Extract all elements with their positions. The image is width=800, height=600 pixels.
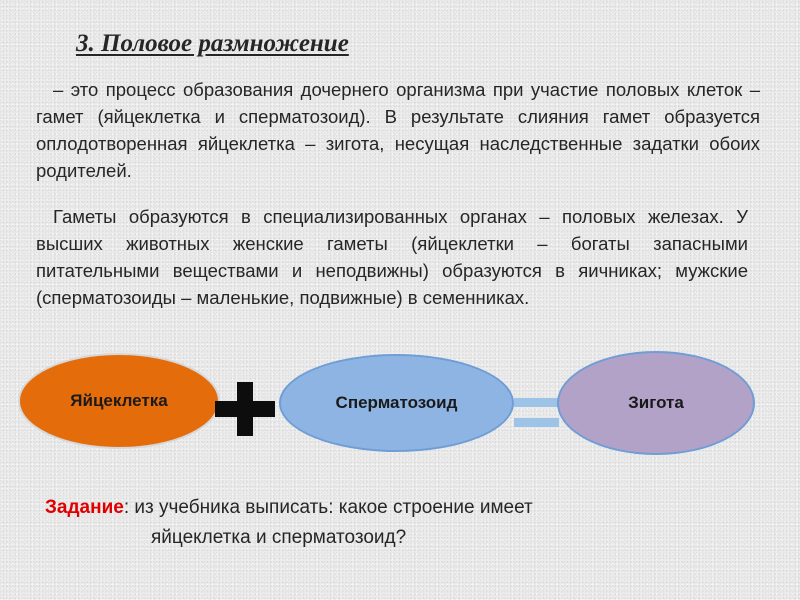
task-line-2: яйцеклетка и сперматозоид? bbox=[151, 527, 407, 548]
gametes-paragraph: Гаметы образуются в специализированных органах – половых железах. У высших животных женские гаметы (яйцеклетки – богаты запасными питательными веществами и неподвижны) образуются в яичниках; мужские (сперматозоиды – маленькие, подвижные) в семенниках. bbox=[36, 206, 748, 308]
zygote-ellipse bbox=[557, 351, 755, 455]
equals-sign-icon bbox=[514, 398, 559, 430]
slide-title: 3. Половое размножение bbox=[76, 30, 349, 57]
task-line-1: : из учебника выписать: какое строение имеет bbox=[123, 497, 533, 518]
definition-paragraph: – это процесс образования дочернего организма при участие половых клеток – гамет (яйцеклетка и сперматозоид). В результате слияния гамет образуется оплодотворенная яйцеклетка – зигота, несущая наследственные задатки обоих родителей. bbox=[36, 79, 760, 181]
egg-cell-ellipse bbox=[18, 353, 220, 449]
sperm-cell-ellipse bbox=[279, 354, 514, 452]
plus-sign-icon bbox=[215, 382, 275, 436]
sperm-cell-label: Сперматозоид bbox=[335, 393, 458, 412]
zygote-label: Зигота bbox=[628, 393, 684, 412]
task-label: Задание bbox=[45, 497, 124, 518]
egg-cell-label: Яйцеклетка bbox=[70, 391, 168, 410]
task-block bbox=[45, 493, 725, 553]
